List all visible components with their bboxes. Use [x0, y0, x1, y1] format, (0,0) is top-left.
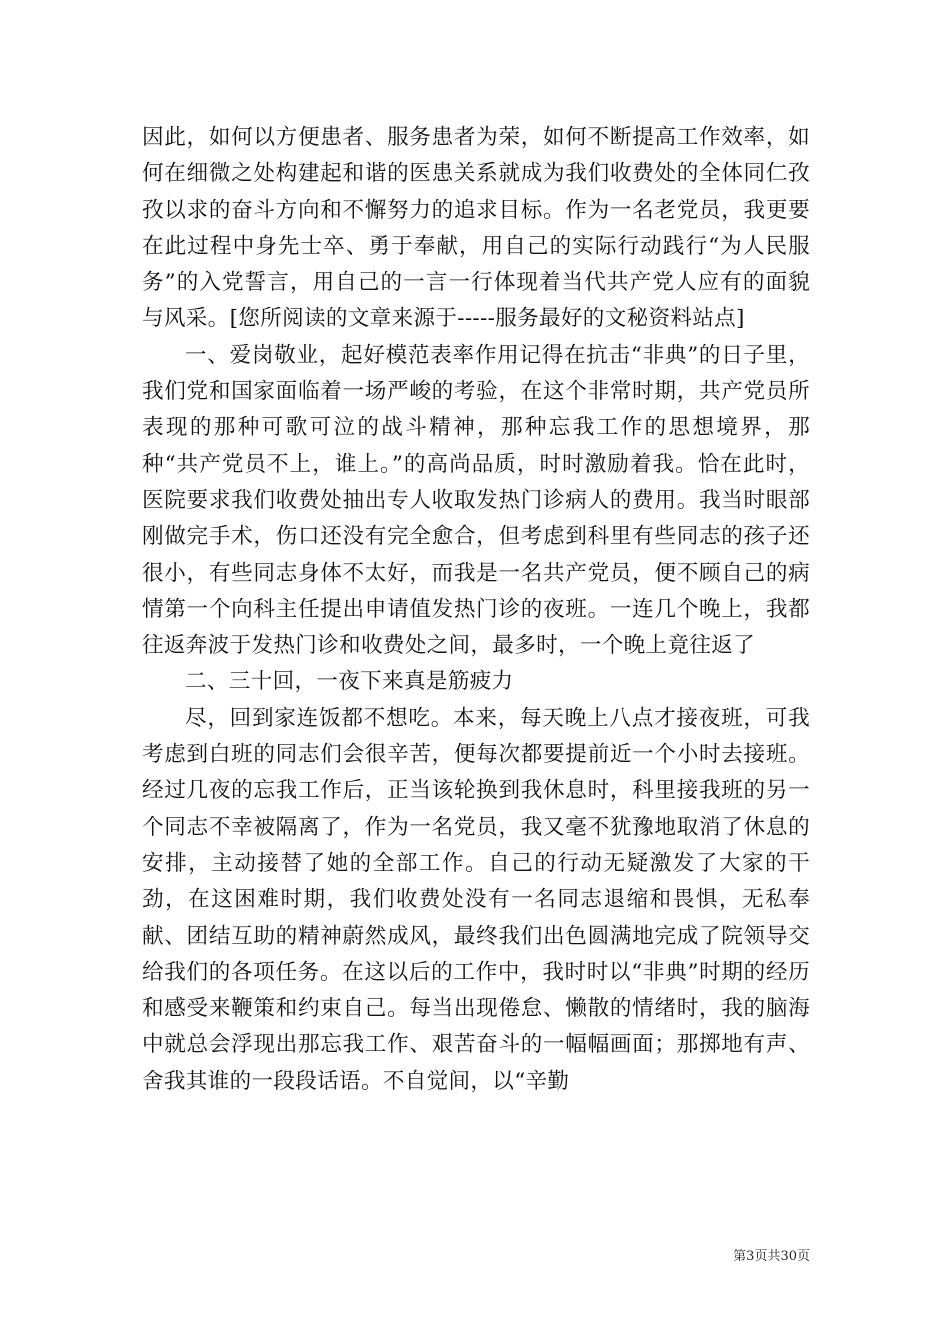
paragraph-intro: 因此，如何以方便患者、服务患者为荣，如何不断提高工作效率，如何在细微之处构建起和谐的医患关系就成为我们收费处的全体同仁孜孜以求的奋斗方向和不懈努力的追求目标。作为一名老党员，我更要在此过程中身先士卒、勇于奉献，用自己的实际行动践行“为人民服务”的入党誓言，用自己的一言一行体现着当代共产党人应有的面貌与风采。[您所阅读的文章来源于-----服务最好的文秘资料站点] — [142, 125, 810, 332]
document-body — [142, 120, 810, 1100]
paragraph-continuation: 尽，回到家连饭都不想吃。本来，每天晚上八点才接夜班，可我考虑到白班的同志们会很辛苦，便每次都要提前近一个小时去接班。经过几夜的忘我工作后，正当该轮换到我休息时，科里接我班的另一个同志不幸被隔离了，作为一名党员，我又毫不犹豫地取消了休息的安排，主动接替了她的全部工作。自己的行动无疑激发了大家的干劲，在这困难时期，我们收费处没有一名同志退缩和畏惧，无私奉献、团结互助的精神蔚然成风，最终我们出色圆满地完成了院领导交给我们的各项任务。在这以后的工作中，我时时以“非典”时期的经历和感受来鞭策和约束自己。每当出现倦怠、懒散的情绪时，我的脑海中就总会浮现出那忘我工作、艰苦奋斗的一幅幅画面；那掷地有声、舍我其谁的一段段话语。不自觉间，以“辛勤 — [142, 705, 810, 1094]
paragraph-section-one: 一、爱岗敬业，起好模范表率作用记得在抗击“非典”的日子里，我们党和国家面临着一场严峻的考验，在这个非常时期，共产党员所表现的那种可歌可泣的战斗精神，那种忘我工作的思想境界，那种“共产党员不上，谁上。”的高尚品质，时时激励着我。恰在此时，医院要求我们收费处抽出专人收取发热门诊病人的费用。我当时眼部刚做完手术，伤口还没有完全愈合，但考虑到科里有些同志的孩子还很小，有些同志身体不太好，而我是一名共产党员，便不顾自己的病情第一个向科主任提出申请值发热门诊的夜班。一连几个晚上，我都往返奔波于发热门诊和收费处之间，最多时，一个晚上竟往返了 — [142, 342, 810, 659]
paragraph-section-two-heading: 二、三十回，一夜下来真是筋疲力 — [185, 669, 514, 695]
page-number-footer: 第3页共30页 — [733, 1249, 810, 1264]
